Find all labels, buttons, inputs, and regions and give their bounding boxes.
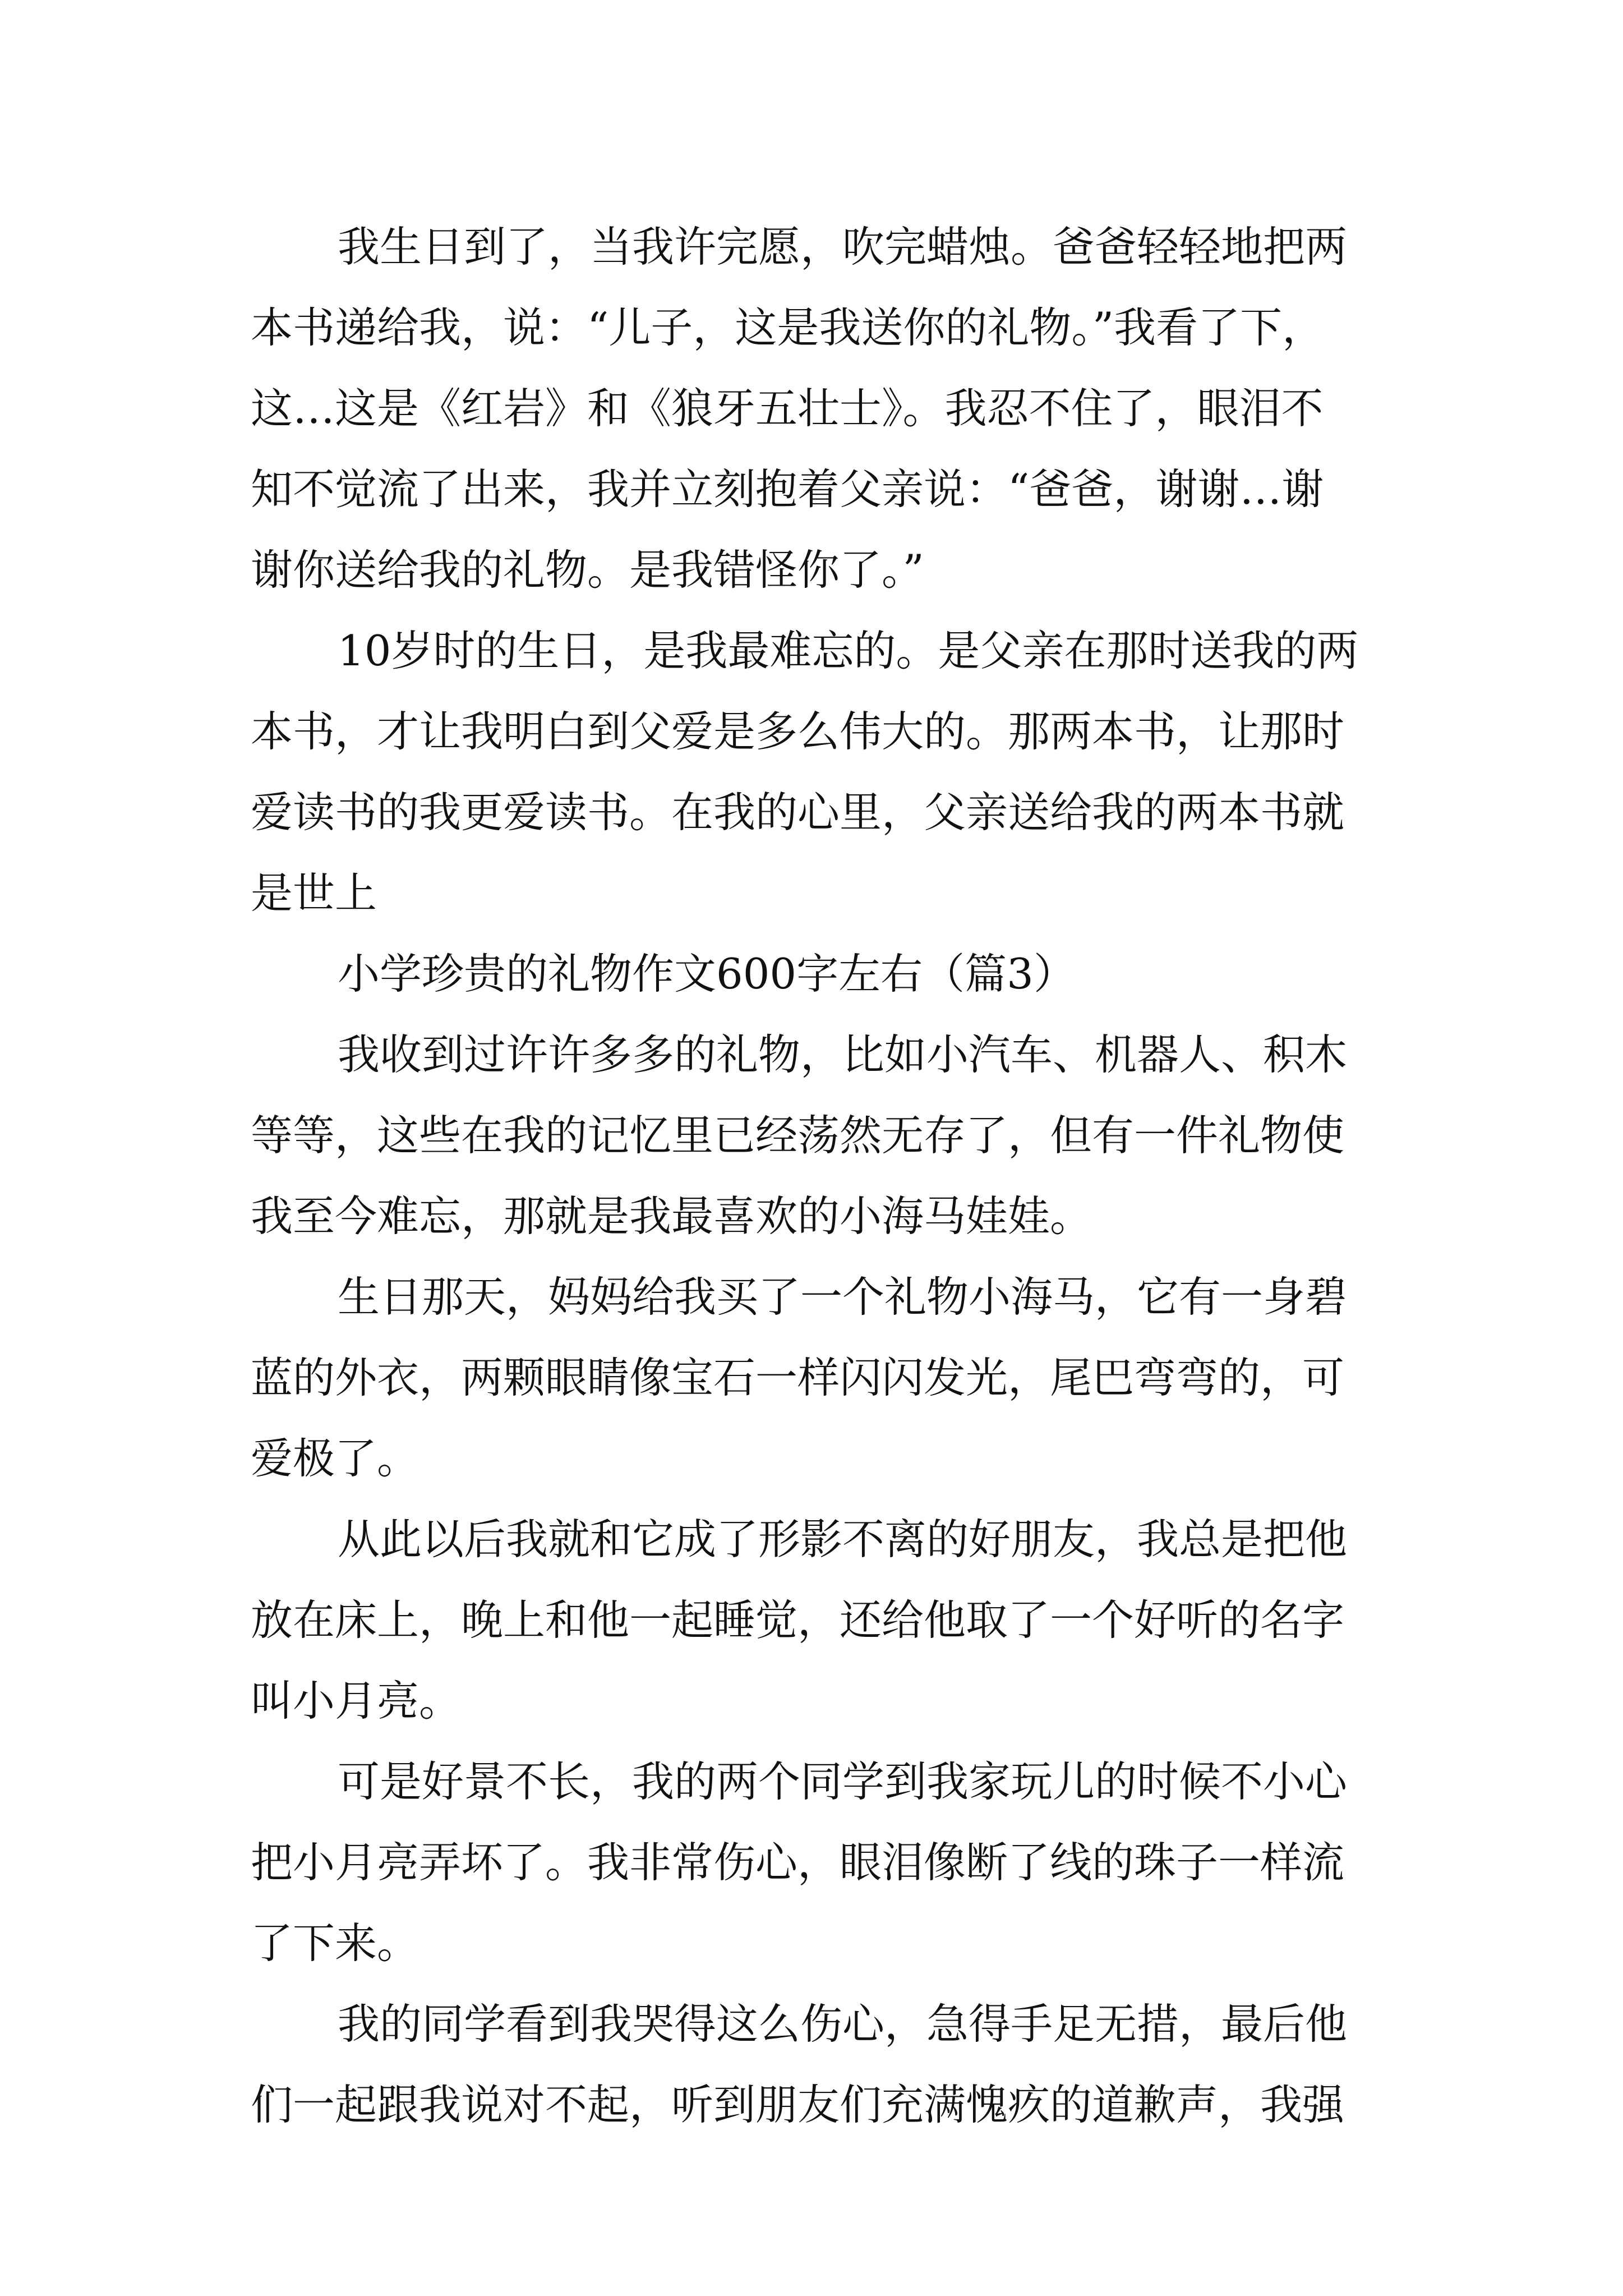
paragraph-2	[251, 610, 1378, 933]
paragraph-7	[251, 1984, 1378, 2145]
text-line: 是世上	[251, 868, 377, 918]
text-line: 了下来。	[251, 1918, 419, 1968]
text-line: 这…这是《红岩》和《狼牙五壮士》。我忍不住了，眼泪不	[251, 384, 1324, 433]
text-line: 蓝的外衣，两颗眼睛像宝石一样闪闪发光，尾巴弯弯的，可	[251, 1353, 1345, 1402]
paragraph-4	[251, 1257, 1378, 1499]
text-line: 知不觉流了出来，我并立刻抱着父亲说：“爸爸，谢谢…谢	[251, 464, 1324, 514]
paragraph-3	[251, 1014, 1378, 1257]
text-line: 从此以后我就和它成了形影不离的好朋友，我总是把他	[338, 1515, 1348, 1564]
text-line: 把小月亮弄坏了。我非常伤心，眼泪像断了线的珠子一样流	[251, 1838, 1345, 1887]
text-line: 叫小月亮。	[251, 1676, 462, 1726]
section-heading: 小学珍贵的礼物作文600字左右（篇3）	[338, 949, 1076, 999]
text-line: 可是好景不长，我的两个同学到我家玩儿的时候不小心	[338, 1757, 1348, 1806]
text-line: 我的同学看到我哭得这么伤心，急得手足无措，最后他	[338, 1999, 1348, 2049]
document-body	[251, 206, 1378, 2145]
text-line: 生日那天，妈妈给我买了一个礼物小海马，它有一身碧	[338, 1272, 1348, 1322]
text-line: 我至今难忘，那就是我最喜欢的小海马娃娃。	[251, 1191, 1092, 1241]
text-line: 我收到过许许多多的礼物，比如小汽车、机器人、积木	[338, 1030, 1348, 1079]
text-line: 放在床上，晚上和他一起睡觉，还给他取了一个好听的名字	[251, 1595, 1345, 1645]
text-line: 10岁时的生日，是我最难忘的。是父亲在那时送我的两	[338, 626, 1359, 675]
text-line: 本书递给我，说：“儿子，这是我送你的礼物。”我看了下，	[251, 303, 1325, 352]
paragraph-5	[251, 1499, 1378, 1741]
text-line: 们一起跟我说对不起，听到朋友们充满愧疚的道歉声，我强	[251, 2080, 1345, 2129]
text-line: 等等，这些在我的记忆里已经荡然无存了，但有一件礼物使	[251, 1111, 1345, 1160]
paragraph-6	[251, 1741, 1378, 1984]
text-line: 爱极了。	[251, 1434, 419, 1483]
text-line: 我生日到了，当我许完愿，吹完蜡烛。爸爸轻轻地把两	[338, 222, 1348, 272]
text-line: 爱读书的我更爱读书。在我的心里，父亲送给我的两本书就	[251, 788, 1345, 837]
paragraph-1	[251, 206, 1378, 610]
text-line: 谢你送给我的礼物。是我错怪你了。”	[251, 545, 924, 595]
text-line: 本书，才让我明白到父爱是多么伟大的。那两本书，让那时	[251, 707, 1345, 756]
